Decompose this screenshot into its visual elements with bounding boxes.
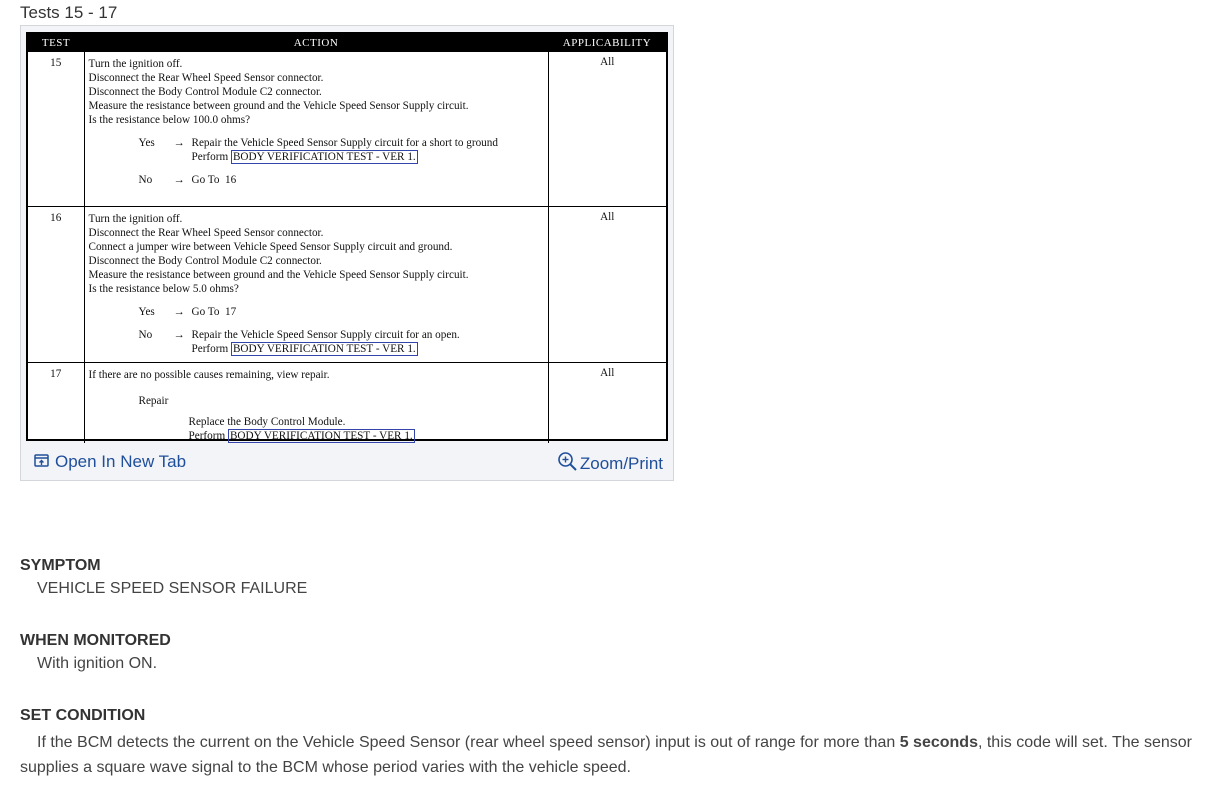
yes-response [139,136,545,164]
symptom-section [20,557,307,598]
no-text: Go To 16 [191,174,237,186]
step: Disconnect the Rear Wheel Speed Sensor connector. [88,72,324,84]
yes-text: Repair the Vehicle Speed Sensor Supply circuit for a short to ground [191,137,498,149]
perform-label: Perform [191,343,229,355]
symptom-heading: SYMPTOM [20,557,101,574]
arrow-icon: → [173,174,185,186]
arrow-icon: → [173,137,185,149]
table-row [28,52,666,207]
test-number: 16 [28,207,84,363]
action-cell [84,363,548,444]
yes-response [139,305,545,319]
applicability-cell: All [548,207,666,363]
open-in-new-tab-button[interactable] [34,452,186,472]
perform-label: Perform [191,151,229,163]
arrow-icon: → [173,306,185,318]
yes-text: Go To 17 [191,306,237,318]
when-monitored-section [20,632,171,673]
header-action: ACTION [84,34,548,52]
no-label: No [138,329,153,341]
table-row [28,363,666,444]
step: If there are no possible causes remaining, view repair. [88,369,330,381]
viewer-footer [21,447,673,479]
when-monitored-text: With ignition ON. [37,655,158,672]
test-number: 17 [28,363,84,444]
yes-label: Yes [138,137,155,149]
step: Disconnect the Body Control Module C2 connector. [88,255,322,267]
step: Connect a jumper wire between Vehicle Speed Sensor Supply circuit and ground. [88,241,453,253]
diagnostic-table-image [26,32,668,441]
table-row [28,207,666,363]
image-viewer [20,25,674,481]
step: Measure the resistance between ground and the Vehicle Speed Sensor Supply circuit. [88,269,469,281]
repair-label: Repair [138,395,169,407]
no-response [139,173,545,187]
page-title: Tests 15 - 17 [20,3,118,22]
zoom-in-icon [557,451,580,477]
arrow-icon: → [173,329,185,341]
when-monitored-heading: WHEN MONITORED [20,632,171,649]
open-in-new-tab-label: Open In New Tab [55,452,187,471]
applicability-cell: All [548,52,666,207]
verification-test-link[interactable]: BODY VERIFICATION TEST - VER 1. [232,151,416,163]
set-condition-duration: 5 seconds [899,734,978,751]
no-text: Repair the Vehicle Speed Sensor Supply circuit for an open. [191,329,460,341]
symptom-text: VEHICLE SPEED SENSOR FAILURE [37,580,308,597]
step: Disconnect the Rear Wheel Speed Sensor connector. [88,227,324,239]
zoom-print-button[interactable] [557,451,663,477]
step: Is the resistance below 100.0 ohms? [88,114,251,126]
diagnostic-table [28,34,666,443]
set-condition-text-start: If the BCM detects the current on the Vehicle Speed Sensor (rear wheel speed sensor) input is out of range for more than [37,734,900,751]
zoom-print-label: Zoom/Print [579,454,663,473]
repair-text: Replace the Body Control Module. [188,416,346,428]
action-cell [84,207,548,363]
no-response [139,328,545,356]
applicability-cell: All [548,363,666,444]
set-condition-section [20,707,1220,780]
action-cell [84,52,548,207]
header-applicability: APPLICABILITY [548,34,666,52]
set-condition-heading: SET CONDITION [20,707,146,724]
set-condition-text [20,730,1220,780]
step: Disconnect the Body Control Module C2 connector. [88,86,322,98]
no-label: No [138,174,153,186]
verification-test-link[interactable]: BODY VERIFICATION TEST - VER 1. [229,430,413,442]
step: Measure the resistance between ground and the Vehicle Speed Sensor Supply circuit. [88,100,469,112]
yes-label: Yes [138,306,155,318]
new-tab-icon [34,452,55,472]
perform-label: Perform [188,430,226,442]
set-condition-text-end: , this code will set. The sensor supplies a square wave signal to the BCM whose period varies with the vehicle speed. [20,734,1192,776]
verification-test-link[interactable]: BODY VERIFICATION TEST - VER 1. [232,343,416,355]
step: Turn the ignition off. [88,58,183,70]
step: Turn the ignition off. [88,213,183,225]
test-number: 15 [28,52,84,207]
step: Is the resistance below 5.0 ohms? [88,283,239,295]
header-test: TEST [28,34,84,52]
